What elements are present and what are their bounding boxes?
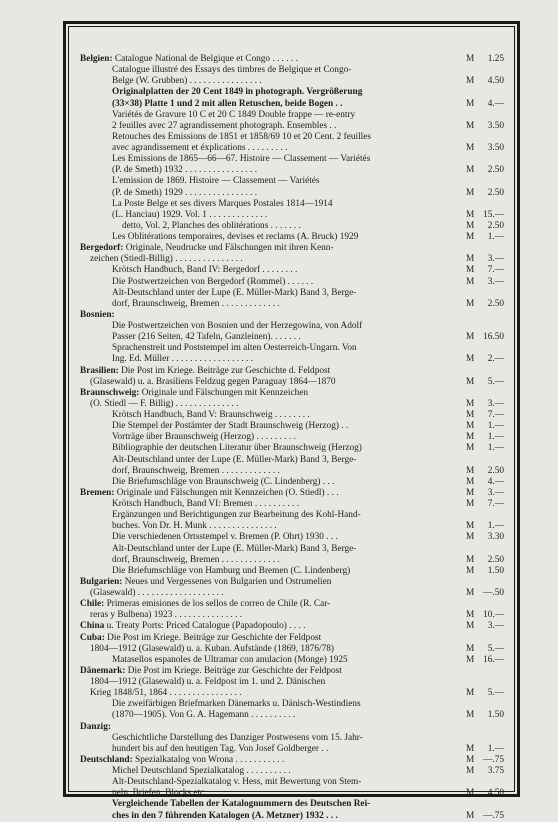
catalog-entry (80, 733, 504, 755)
entry-line: Originale und Fälschungen mit Kennzeichen (O. Stiedl) . . . (116, 487, 339, 498)
entry-description (80, 87, 466, 109)
entry-description (80, 366, 466, 388)
entry-description (80, 766, 466, 777)
catalog-section-entry (80, 488, 504, 499)
catalog-entry (80, 799, 504, 821)
entry-price (466, 277, 504, 288)
currency-symbol: M (466, 443, 475, 454)
entry-price (466, 766, 504, 777)
entry-price (466, 54, 504, 65)
currency-symbol: M (466, 376, 475, 387)
entry-price (466, 466, 504, 477)
entry-line: Matasellos espanoles de Ultramar con anulacion (Monge) 1925 (112, 654, 348, 665)
entry-description (80, 633, 466, 655)
entry-description (80, 577, 466, 599)
currency-symbol: M (466, 354, 475, 365)
currency-symbol: M (466, 410, 475, 420)
entry-price (466, 555, 504, 566)
currency-symbol: M (466, 766, 475, 776)
entry-line: Spezialkatalog von Wrona . . . . . . . . . . . (135, 754, 285, 765)
entry-description (80, 566, 466, 577)
price-value: 16.50 (483, 332, 504, 343)
entry-price (466, 644, 504, 655)
price-value: 2.— (487, 354, 504, 365)
entry-line: ches in den 7 führenden Katalogen (A. Metzner) 1932 . . . (112, 810, 338, 821)
catalog-section-entry (80, 722, 504, 733)
entry-price (466, 443, 504, 454)
entry-description (80, 432, 466, 443)
entry-line: Krötsch Handbuch, Band V: Braunschweig . . . . . . . . (112, 410, 310, 420)
entry-price (466, 610, 504, 621)
entry-price (466, 788, 504, 799)
entry-price (466, 121, 504, 132)
price-value: 3.— (487, 621, 504, 632)
entry-line: Die zweifärbigen Briefmarken Dänemarks u. Dänisch-Westindiens (112, 699, 361, 710)
price-value: 3.— (487, 254, 504, 265)
currency-symbol: M (466, 532, 475, 543)
entry-description (80, 288, 466, 310)
entry-line: Die Post im Kriege. Beiträge zur Geschichte d. Feldpost (121, 365, 331, 376)
entry-description (80, 277, 466, 288)
section-heading: Bergedorf: (80, 243, 124, 254)
catalog-section-entry (80, 366, 504, 388)
entry-price (466, 299, 504, 310)
entry-line: Primeras emisiones de los sellos de correo de Chile (R. Car- (106, 599, 331, 610)
entry-line: Vorträge über Braunschweig (Herzog) . . . . . . . . . (112, 432, 296, 443)
entry-description (80, 755, 466, 766)
entry-description (80, 265, 466, 276)
section-heading: Deutschland: (80, 754, 133, 765)
currency-symbol: M (466, 187, 475, 198)
entry-price (466, 143, 504, 154)
catalog-entry (80, 87, 504, 109)
entry-line: Les Emissions de 1865—66—67. Histoire — Classement — Variétés (112, 154, 371, 165)
currency-symbol: M (466, 476, 475, 487)
entry-description (80, 65, 466, 87)
currency-symbol: M (466, 588, 475, 598)
price-value: 2.50 (487, 554, 504, 565)
section-heading: Bremen: (80, 487, 115, 498)
entry-description (80, 477, 466, 488)
catalog-entry (80, 510, 504, 532)
catalog-entry (80, 455, 504, 477)
catalog-entry (80, 432, 504, 443)
catalog-entry (80, 477, 504, 488)
currency-symbol: M (466, 610, 475, 621)
entry-line: Die verschiedenen Ortsstempel v. Bremen (P. Ohrt) 1930 . . . (112, 532, 338, 543)
currency-symbol: M (466, 220, 475, 231)
entry-price (466, 621, 504, 632)
entry-description (80, 410, 466, 421)
entry-description (80, 510, 466, 532)
section-heading: Danzig: (80, 721, 111, 732)
entry-description (80, 221, 466, 232)
entry-price (466, 421, 504, 432)
entry-line: Passer (216 Seiten, 42 Tafeln, Ganzleinen). . . . . . . (112, 332, 301, 343)
price-value: 3.— (487, 487, 504, 498)
entry-description (80, 176, 466, 198)
entry-line: dorf, Braunschweig, Bremen . . . . . . . . . . . . . (112, 298, 280, 309)
price-value: 1.— (487, 432, 504, 443)
entry-price (466, 332, 504, 343)
entry-description (80, 343, 466, 365)
entry-line: Ergänzungen und Berichtigungen zur Bearbeitung des Kohl-Hand- (112, 510, 361, 521)
price-value: 2.50 (487, 165, 504, 176)
entry-description (80, 54, 466, 65)
entry-line: Originale, Neudrucke und Fälschungen mit ihren Kenn- (125, 243, 334, 254)
entry-description (80, 799, 466, 821)
entry-price (466, 521, 504, 532)
entry-description (80, 499, 466, 510)
catalog-entry (80, 199, 504, 221)
entry-description (80, 455, 466, 477)
entry-line: Originalplatten der 20 Cent 1849 in photograph. Vergrößerung (112, 87, 363, 98)
entry-line: 1804—1912 (Glasewald) u. a. Feldpost im 1. und 2. Dänischen (90, 677, 326, 687)
entry-price (466, 744, 504, 755)
entry-price (466, 755, 504, 766)
catalog-entry (80, 766, 504, 777)
currency-symbol: M (466, 332, 475, 343)
currency-symbol: M (466, 165, 475, 176)
entry-line: (P. de Smeth) 1929 . . . . . . . . . . . . . . . . (112, 187, 258, 198)
entry-line: Die Post im Kriege. Beiträge zur Geschichte der Feldpost (107, 632, 322, 643)
entry-price (466, 655, 504, 666)
entry-price (466, 410, 504, 421)
price-value: 1.25 (487, 54, 504, 64)
price-value: 1.50 (487, 710, 504, 721)
entry-line: avec agrandissement et éxplications . . . . . . . . . (112, 143, 288, 153)
catalog-entry (80, 655, 504, 666)
entry-line: Krieg 1848/51, 1864 . . . . . . . . . . . . . . . . (90, 688, 242, 699)
entry-line: Bibliographie der deutschen Literatur über Braunschweig (Herzog) (112, 443, 362, 454)
price-value: 5.— (487, 643, 504, 654)
entry-line: Variétés de Gravure 10 C et 20 C 1849 Double frappe — re-entry (112, 109, 356, 120)
entry-line: Originale und Fälschungen mit Kennzeichen (141, 387, 308, 398)
entry-description (80, 110, 466, 132)
currency-symbol: M (466, 554, 475, 565)
catalog-section-entry (80, 633, 504, 655)
entry-line: Catalogue National de Belgique et Congo . . . . . . (114, 54, 298, 64)
entry-line: Die Post im Kriege. Beiträge zur Geschichte der Feldpost (127, 665, 342, 676)
catalog-entry (80, 321, 504, 343)
price-value: 7.— (487, 499, 504, 509)
entry-line: La Poste Belge et ses divers Marques Postales 1814—1914 (112, 198, 333, 209)
catalog-section-entry (80, 54, 504, 65)
entry-line: detto, Vol. 2, Planches des oblitérations . . . . . . . (122, 220, 301, 231)
price-value: 7.— (487, 265, 504, 276)
entry-price (466, 432, 504, 443)
entry-line: peln, Briefen, Blocks etc. . . . . . . . . . . . . . . (112, 788, 272, 799)
catalog-entry (80, 544, 504, 566)
currency-symbol: M (466, 265, 475, 276)
price-value: 1.— (487, 521, 504, 532)
entry-line: zeichen (Stiedl-Billig) . . . . . . . . . . . . . . . (90, 254, 243, 265)
entry-description (80, 544, 466, 566)
entry-description (80, 733, 466, 755)
currency-symbol: M (466, 276, 475, 287)
entry-description (80, 699, 466, 721)
entry-line: Vergleichende Tabellen der Katalognummern des Deutschen Rei- (112, 799, 371, 810)
catalog-list (80, 54, 504, 822)
currency-symbol: M (466, 710, 475, 721)
entry-price (466, 477, 504, 488)
entry-line: Die Briefumschläge von Braunschweig (C. Lindenberg) . . . (112, 476, 335, 487)
catalog-entry (80, 277, 504, 288)
price-value: 4.— (487, 98, 504, 109)
entry-line: L'emission de 1869. Histoire — Classement — Variétés (112, 176, 320, 187)
entry-description (80, 310, 466, 321)
section-heading: Brasilien: (80, 365, 119, 376)
entry-price (466, 210, 504, 221)
entry-price (466, 488, 504, 499)
currency-symbol: M (466, 421, 475, 432)
currency-symbol: M (466, 810, 475, 821)
entry-description (80, 655, 466, 666)
entry-line: Ing. Ed. Müller . . . . . . . . . . . . . . . . . . (112, 354, 253, 365)
currency-symbol: M (466, 788, 475, 799)
currency-symbol: M (466, 521, 475, 532)
entry-price (466, 588, 504, 599)
catalog-entry (80, 699, 504, 721)
price-value: 2.50 (487, 187, 504, 198)
currency-symbol: M (466, 76, 475, 87)
entry-line: (L. Hanciau) 1929. Vol. 1 . . . . . . . . . . . . . (112, 209, 268, 220)
catalog-entry (80, 421, 504, 432)
entry-line: reras y Bulbena) 1923 . . . . . . . . . . . . . . . (90, 610, 243, 621)
entry-line: Die Postwertzeichen von Bosnien und der Herzegowina, von Adolf (112, 321, 363, 331)
entry-line: Die Briefumschläge von Hamburg und Bremen (C. Lindenberg) (112, 565, 351, 576)
entry-price (466, 354, 504, 365)
entry-description (80, 243, 466, 265)
entry-line: 1804—1912 (Glasewald) u. a. Kuban. Aufstände (1869, 1876/78) (90, 643, 334, 654)
entry-line: Die Stempel der Postämter der Stadt Braunschweig (Herzog) . . (112, 421, 349, 432)
section-heading: China (80, 621, 105, 632)
catalog-entry (80, 343, 504, 365)
catalog-section-entry (80, 577, 504, 599)
entry-description (80, 388, 466, 410)
currency-symbol: M (466, 432, 475, 443)
entry-price (466, 399, 504, 410)
catalog-entry (80, 221, 504, 232)
entry-price (466, 566, 504, 577)
currency-symbol: M (466, 143, 475, 153)
entry-price (466, 532, 504, 543)
entry-description (80, 666, 466, 699)
section-heading: Bosnien: (80, 309, 115, 320)
price-value: —.75 (483, 810, 504, 821)
entry-price (466, 265, 504, 276)
price-value: 2.50 (487, 220, 504, 231)
catalog-section-entry (80, 243, 504, 265)
entry-line: Catalogue illustré des Essays des timbres de Belgique et Congo- (112, 65, 352, 76)
currency-symbol: M (466, 643, 475, 654)
entry-price (466, 377, 504, 388)
catalog-entry (80, 154, 504, 176)
entry-line: Belge (W. Grubben) . . . . . . . . . . . . . . . . (112, 76, 262, 87)
entry-price (466, 76, 504, 87)
catalog-entry (80, 110, 504, 132)
catalog-entry (80, 232, 504, 243)
section-heading: Dänemark: (80, 665, 126, 676)
price-value: —.50 (483, 588, 504, 598)
entry-line: Neues und Vergessenes von Bulgarien und Ostrumelien (124, 576, 332, 587)
price-value: 3.50 (487, 143, 504, 153)
currency-symbol: M (466, 565, 475, 576)
catalog-entry (80, 288, 504, 310)
entry-line: dorf, Braunschweig, Bremen . . . . . . . . . . . . . (112, 465, 280, 476)
price-value: —.75 (483, 754, 504, 765)
price-value: 4.50 (487, 76, 504, 87)
entry-line: Sprachenstreit und Poststempel im alten Oesterreich-Ungarn. Von (112, 343, 357, 354)
catalog-entry (80, 777, 504, 799)
catalog-entry (80, 566, 504, 577)
price-value: 4.50 (487, 788, 504, 799)
entry-line: buches. Von Dr. H. Munk . . . . . . . . . . . . . . . (112, 521, 277, 532)
entry-price (466, 710, 504, 721)
entry-description (80, 321, 466, 343)
entry-price (466, 188, 504, 199)
catalog-entry (80, 176, 504, 198)
entry-description (80, 722, 466, 733)
price-value: 2.50 (487, 465, 504, 476)
entry-line: Retouches des Emissions de 1851 et 1858/69 10 et 20 Cent. 2 feuilles (112, 131, 371, 142)
catalog-section-entry (80, 666, 504, 699)
price-value: 1.50 (487, 565, 504, 576)
price-value: 1.— (487, 443, 504, 454)
entry-description (80, 777, 466, 799)
entry-description (80, 488, 466, 499)
entry-price (466, 221, 504, 232)
currency-symbol: M (466, 621, 475, 632)
section-heading: Braunschweig: (80, 387, 140, 398)
entry-line: Krötsch Handbuch, Band IV: Bergedorf . . . . . . . . (112, 265, 298, 276)
entry-description (80, 621, 466, 632)
entry-line: (Glasewald) u. a. Brasiliens Feldzug gegen Paraguay 1864—1870 (90, 376, 336, 387)
price-value: 7.— (487, 410, 504, 420)
currency-symbol: M (466, 754, 475, 765)
price-value: 3.— (487, 276, 504, 287)
section-heading: Belgien: (80, 54, 113, 64)
entry-line: dorf, Braunschweig, Bremen . . . . . . . . . . . . . (112, 554, 280, 565)
section-heading: Chile: (80, 599, 105, 610)
price-value: 15.— (483, 209, 504, 220)
currency-symbol: M (466, 54, 475, 64)
entry-price (466, 99, 504, 110)
catalog-entry (80, 499, 504, 510)
entry-description (80, 199, 466, 221)
entry-line: Alt-Deutschland unter der Lupe (E. Müller-Mark) Band 3, Berge- (112, 287, 357, 298)
currency-symbol: M (466, 232, 475, 242)
entry-line: (P. de Smeth) 1932 . . . . . . . . . . . . . . . . (112, 165, 258, 176)
price-value: 16.— (483, 654, 504, 665)
entry-line: Alt-Deutschland unter der Lupe (E. Müller-Mark) Band 3, Berge- (112, 454, 357, 465)
entry-line: (33×38) Platte 1 und 2 mit allen Retuschen, beide Bogen . . (112, 98, 343, 109)
currency-symbol: M (466, 98, 475, 109)
currency-symbol: M (466, 487, 475, 498)
currency-symbol: M (466, 465, 475, 476)
catalog-section-entry (80, 621, 504, 632)
price-value: 1.— (487, 743, 504, 754)
entry-line: u. Treaty Ports: Priced Catalogue (Papadopoulo) . . . . (106, 621, 306, 632)
entry-description (80, 421, 466, 432)
entry-price (466, 165, 504, 176)
currency-symbol: M (466, 688, 475, 699)
currency-symbol: M (466, 298, 475, 309)
currency-symbol: M (466, 398, 475, 409)
section-heading: Cuba: (80, 632, 105, 643)
catalog-entry (80, 443, 504, 454)
catalog-section-entry (80, 599, 504, 621)
currency-symbol: M (466, 209, 475, 220)
entry-line: (O. Stiedl — F. Billig) . . . . . . . . . . . . . . (90, 398, 239, 409)
price-value: 10.— (483, 610, 504, 621)
price-value: 2.50 (487, 298, 504, 309)
entry-price (466, 811, 504, 822)
entry-description (80, 232, 466, 243)
currency-symbol: M (466, 743, 475, 754)
price-value: 3.30 (487, 532, 504, 543)
price-value: 1.— (487, 421, 504, 432)
currency-symbol: M (466, 120, 475, 131)
catalog-entry (80, 265, 504, 276)
entry-line: Alt-Deutschland unter der Lupe (E. Müller-Mark) Band 3, Berge- (112, 543, 357, 554)
price-value: 4.— (487, 476, 504, 487)
entry-description (80, 154, 466, 176)
entry-line: hundert bis auf den heutigen Tag. Von Josef Goldberger . . (112, 743, 329, 754)
catalog-entry (80, 532, 504, 543)
entry-description (80, 443, 466, 454)
price-value: 3.50 (487, 120, 504, 131)
price-value: 5.— (487, 688, 504, 699)
section-heading: Bulgarien: (80, 576, 123, 587)
entry-price (466, 254, 504, 265)
catalog-entry (80, 65, 504, 87)
currency-symbol: M (466, 254, 475, 265)
entry-line: Alt-Deutschland-Spezialkatalog v. Hess, mit Bewertung von Stem- (112, 777, 362, 788)
catalog-entry (80, 410, 504, 421)
price-value: 1.— (487, 232, 504, 242)
entry-price (466, 688, 504, 699)
currency-symbol: M (466, 499, 475, 509)
entry-line: Les Oblitérations temporaires, devises et reclams (A. Bruck) 1929 (112, 232, 359, 242)
catalog-entry (80, 132, 504, 154)
price-value: 3.75 (487, 766, 504, 776)
entry-price (466, 232, 504, 243)
entry-line: Geschichtliche Darstellung des Danziger Postwesens vom 15. Jahr- (112, 732, 363, 743)
entry-line: 2 feuilles avec 27 agrandissement photograph. Ensembles . . (112, 120, 337, 131)
price-value: 5.— (487, 376, 504, 387)
catalog-section-entry (80, 755, 504, 766)
currency-symbol: M (466, 654, 475, 665)
entry-line: Michel Deutschland Spezialkatalog . . . . . . . . . . (112, 766, 291, 776)
catalog-section-entry (80, 310, 504, 321)
entry-line: (Glasewald) . . . . . . . . . . . . . . . . . . . (90, 588, 224, 598)
entry-description (80, 132, 466, 154)
catalog-section-entry (80, 388, 504, 410)
price-value: 3.— (487, 398, 504, 409)
entry-line: Krötsch Handbuch, Band VI: Bremen . . . . . . . . . . (112, 499, 300, 509)
entry-line: (1870—1905). Von G. A. Hagemann . . . . . . . . . . (112, 710, 296, 721)
entry-price (466, 499, 504, 510)
entry-description (80, 532, 466, 543)
entry-line: Die Postwertzeichen von Bergedorf (Rommel) . . . . . . (112, 276, 314, 287)
entry-description (80, 599, 466, 621)
